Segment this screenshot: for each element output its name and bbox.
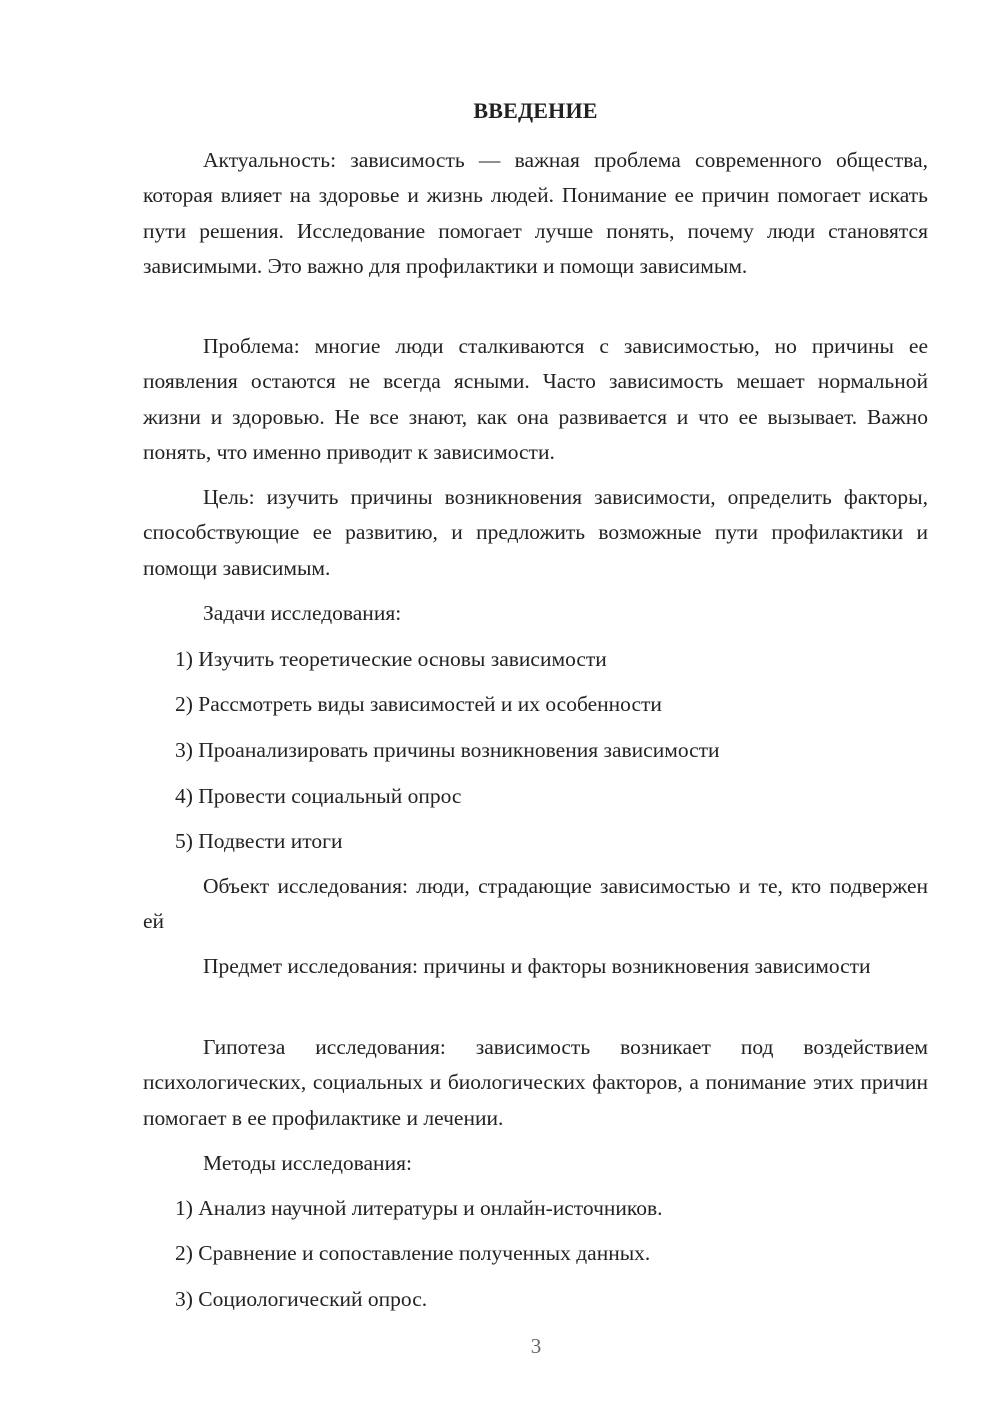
- page-title: ВВЕДЕНИЕ: [473, 98, 598, 123]
- method-item: 3) Социологический опрос.: [175, 1287, 428, 1311]
- goal-paragraph: Цель: изучить причины возникновения зависимости, определить факторы, способствующие ее развитию, и предложить возможные пути профилактики и помощи зависимым.: [143, 485, 928, 580]
- tasks-title: Задачи исследования:: [203, 601, 402, 625]
- page-number: 3: [530, 1334, 542, 1358]
- task-item: 2) Рассмотреть виды зависимостей и их особенности: [175, 692, 662, 716]
- task-item: 4) Провести социальный опрос: [175, 784, 462, 808]
- subject-paragraph: Предмет исследования: причины и факторы возникновения зависимости: [203, 954, 871, 978]
- hypothesis-paragraph: Гипотеза исследования: зависимость возникает под воздействием психологических, социальных и биологических факторов, а понимание этих причин помогает в ее профилактике и лечении.: [143, 1035, 928, 1130]
- methods-title: Методы исследования:: [203, 1151, 412, 1175]
- problem-paragraph: Проблема: многие люди сталкиваются с зависимостью, но причины ее появления остаются не всегда ясными. Часто зависимость мешает нормальной жизни и здоровью. Не все знают, как она развивается и что ее вызывает. Важно понять, что именно приводит к зависимости.: [143, 334, 928, 464]
- relevance-paragraph: Актуальность: зависимость — важная проблема современного общества, которая влияет на здоровье и жизнь людей. Понимание ее причин помогает искать пути решения. Исследование помогает лучше понять, почему люди становятся зависимыми. Это важно для профилактики и помощи зависимым.: [143, 148, 928, 278]
- method-item: 1) Анализ научной литературы и онлайн-источников.: [175, 1196, 663, 1220]
- task-item: 5) Подвести итоги: [175, 829, 343, 853]
- task-item: 1) Изучить теоретические основы зависимости: [175, 647, 607, 671]
- method-item: 2) Сравнение и сопоставление полученных данных.: [175, 1241, 651, 1265]
- task-item: 3) Проанализировать причины возникновения зависимости: [175, 738, 720, 762]
- object-paragraph: Объект исследования: люди, страдающие зависимостью и те, кто подвержен ей: [143, 874, 928, 934]
